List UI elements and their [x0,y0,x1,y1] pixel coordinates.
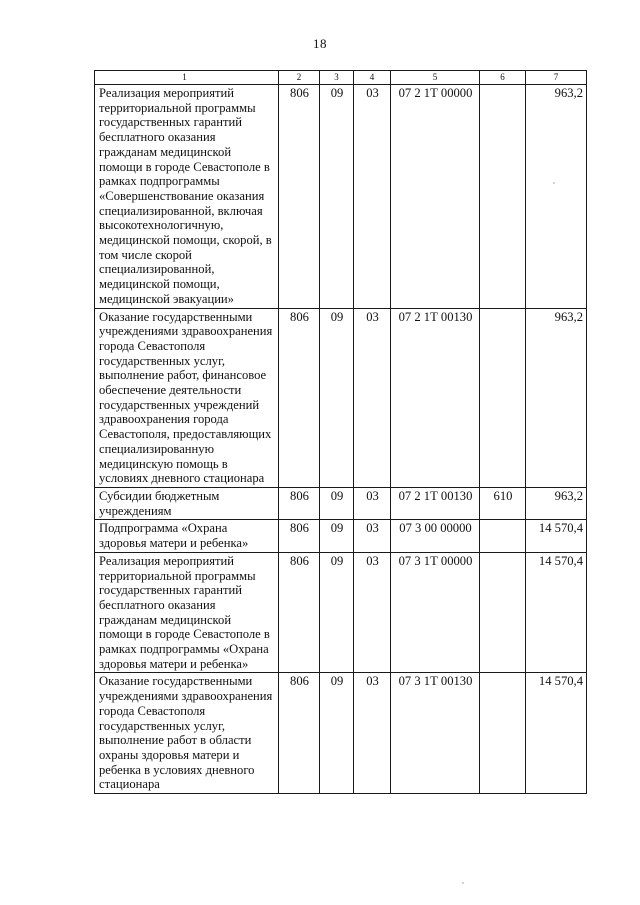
column-header-2: 2 [279,71,320,85]
table-row [95,487,587,519]
section-code-cell: 09 [320,85,354,309]
ministry-code-cell: 806 [279,487,320,519]
row-name-cell: Субсидии бюджетным учреждениям [95,487,279,519]
subsection-code-cell: 03 [354,552,391,673]
row-name-cell: Реализация мероприятий территориальной программы государственных гарантий бесплатного оказания гражданам медицинской помощи в городе Севастополе в рамках подпрограммы «Охрана здоровья матери и ребенка» [95,552,279,673]
target-article-cell: 07 3 1Т 00000 [391,552,480,673]
expense-type-cell [480,673,526,794]
column-header-3: 3 [320,71,354,85]
table-row [95,520,587,552]
expense-type-cell [480,520,526,552]
row-name-cell: Оказание государственными учреждениями здравоохранения города Севастополя государственных услуг, выполнение работ в области охраны здоровья матери и ребенка в условиях дневного стационара [95,673,279,794]
budget-table [94,70,587,794]
amount-cell: 963,2 [526,308,587,487]
row-name-cell: Оказание государственными учреждениями здравоохранения города Севастополя государственных услуг, выполнение работ, финансовое обеспечение деятельности государственных учреждений здравоохранения города Севастополя, предоставляющих специализированную медицинскую помощь в условиях дневного стационара [95,308,279,487]
subsection-code-cell: 03 [354,487,391,519]
column-header-7: 7 [526,71,587,85]
target-article-cell: 07 3 1Т 00130 [391,673,480,794]
amount-cell: 14 570,4 [526,673,587,794]
target-article-cell: 07 2 1Т 00000 [391,85,480,309]
table-row [95,673,587,794]
section-code-cell: 09 [320,520,354,552]
subsection-code-cell: 03 [354,85,391,309]
subsection-code-cell: 03 [354,673,391,794]
expense-type-cell [480,85,526,309]
target-article-cell: 07 3 00 00000 [391,520,480,552]
amount-cell: 14 570,4 [526,552,587,673]
target-article-cell: 07 2 1Т 00130 [391,487,480,519]
table-header-row [95,71,587,85]
table-row [95,308,587,487]
amount-cell: 963,2 [526,85,587,309]
amount-cell: 14 570,4 [526,520,587,552]
ministry-code-cell: 806 [279,85,320,309]
column-header-1: 1 [95,71,279,85]
ministry-code-cell: 806 [279,520,320,552]
subsection-code-cell: 03 [354,520,391,552]
column-header-6: 6 [480,71,526,85]
subsection-code-cell: 03 [354,308,391,487]
amount-cell: 963,2 [526,487,587,519]
column-header-4: 4 [354,71,391,85]
row-name-cell: Подпрограмма «Охрана здоровья матери и ребенка» [95,520,279,552]
page-number: 18 [313,36,327,51]
column-header-5: 5 [391,71,480,85]
section-code-cell: 09 [320,552,354,673]
section-code-cell: 09 [320,308,354,487]
section-code-cell: 09 [320,487,354,519]
ministry-code-cell: 806 [279,308,320,487]
expense-type-cell [480,308,526,487]
target-article-cell: 07 2 1Т 00130 [391,308,480,487]
table-row [95,552,587,673]
table-row [95,85,587,309]
scan-speck [462,882,464,884]
ministry-code-cell: 806 [279,673,320,794]
row-name-cell: Реализация мероприятий территориальной программы государственных гарантий бесплатного оказания гражданам медицинской помощи в городе Севастополе в рамках подпрограммы «Совершенствование оказания специализированной, включая высокотехнологичную, медицинской помощи, скорой, в том числе скорой специализированной, медицинской помощи, медицинской эвакуации» [95,85,279,309]
scan-speck [553,182,555,184]
ministry-code-cell: 806 [279,552,320,673]
expense-type-cell [480,552,526,673]
expense-type-cell: 610 [480,487,526,519]
section-code-cell: 09 [320,673,354,794]
